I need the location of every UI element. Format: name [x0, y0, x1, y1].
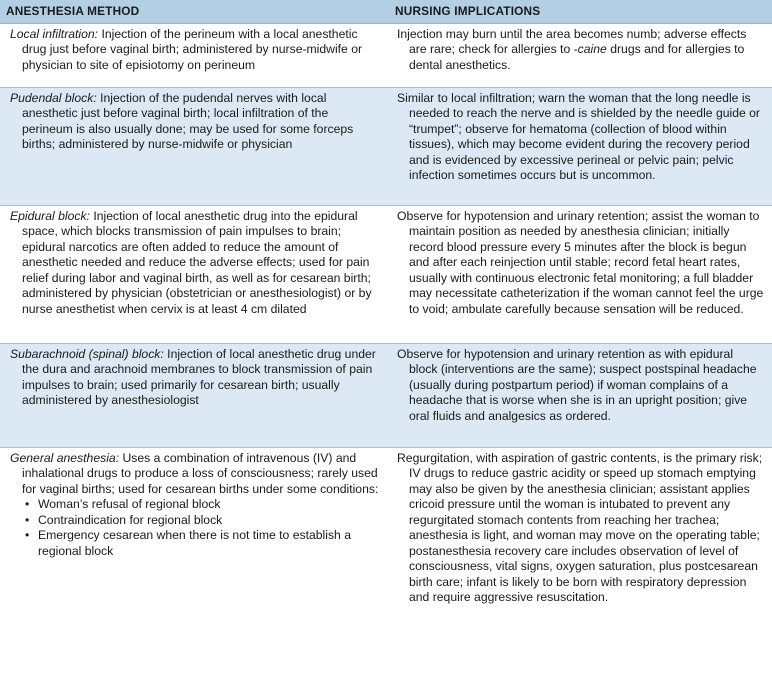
list-item [10, 528, 379, 559]
method-term: General anesthesia: [10, 450, 120, 465]
implications-text: Similar to local infiltration; warn the woman that the long needle is needed to reach the nerve and is shielded by the needle guide or “trumpet”; observe for hematoma (collection of blood within tissues), which may become evident during the recovery period and is evidenced by excessive perineal or pelvic pain; pelvic infection sometimes occurs but is uncommon. [397, 90, 760, 182]
implications-text: Regurgitation, with aspiration of gastric contents, is the primary risk; IV drugs to reduce gastric acidity or speed up stomach emptying may also be given by the anesthesia clinician; assistant applies cricoid pressure until the woman is intubated to prevent any regurgitated stomach contents from reaching her trachea; anesthesia is light, and woman may move on the operating table; postanesthesia recovery care includes observation of level of consciousness, vital signs, oxygen saturation, plus postcesarean birth care; infant is likely to be born with respiratory depression and require aggressive resuscitation. [397, 450, 763, 604]
implications-cell [387, 87, 772, 205]
table-row [0, 205, 772, 343]
implications-cell [387, 447, 772, 660]
implications-text: Observe for hypotension and urinary retention; assist the woman to maintain position as needed by anesthesia clinician; initially record blood pressure every 5 minutes after the block is begun and after each reinjection until stable; record fetal heart rates, usually with continuous electronic fetal monitoring; a full bladder may necessitate catheterization if the woman cannot feel the urge to void; ambulate carefully because sensation will be reduced. [397, 208, 764, 316]
method-cell [0, 447, 387, 660]
header-nursing-implications: NURSING IMPLICATIONS [387, 0, 772, 23]
implications-text: drugs and for allergies to dental anesthetics. [409, 42, 745, 72]
table-row [0, 343, 772, 447]
bullet-icon: • [25, 512, 30, 527]
method-cell [0, 23, 387, 87]
table-row [0, 23, 772, 87]
list-item [10, 513, 379, 529]
implications-italic-text: caine [577, 42, 607, 56]
list-item [10, 497, 379, 513]
header-anesthesia-method: ANESTHESIA METHOD [0, 0, 387, 23]
method-description: Injection of the perineum with a local anesthetic drug just before vaginal birth; administered by nurse-midwife or physician to site of episiotomy on perineum [22, 26, 363, 72]
bullet-icon: • [25, 497, 30, 511]
method-cell [0, 87, 387, 205]
method-description: Uses a combination of intravenous (IV) and inhalational drugs to produce a loss of consciousness; rarely used for vaginal births; used for cesarean births under some conditions: [22, 450, 379, 496]
method-term: Epidural block: [10, 208, 90, 223]
condition-text: Emergency cesarean when there is not time to establish a regional block [38, 528, 351, 558]
method-description: Injection of local anesthetic drug under the dura and arachnoid membranes to block transmission of pain impulses to brain; used primarily for cesarean birth; usually administered by anesthesiologist [22, 346, 376, 407]
method-cell [0, 343, 387, 447]
table-row [0, 87, 772, 205]
method-term: Local infiltration: [10, 26, 99, 41]
method-description: Injection of the pudendal nerves with local anesthetic just before vaginal birth; local infiltration of the perineum is also usually done; may be used for some forceps births; administered by nurse-midwife or physician [22, 90, 354, 151]
implications-cell [387, 23, 772, 87]
method-term: Pudendal block: [10, 90, 97, 105]
method-cell [0, 205, 387, 343]
method-term: Subarachnoid (spinal) block: [10, 346, 164, 361]
method-description: Injection of local anesthetic drug into the epidural space, which blocks transmission of pain impulses to brain; epidural narcotics are often added to reduce the amount of anesthetic needed and reduce the adverse effects; used for pain relief during labor and vaginal birth, as well as for cesarean birth; administered by physician (obstetrician or anesthesiologist) or by nurse anesthetist when cervix is at least 4 cm dilated [22, 208, 372, 316]
implications-text: Injection may burn until the area becomes numb; adverse effects are rare; check for allergies to - [397, 26, 747, 56]
implications-text: Observe for hypotension and urinary retention as with epidural block (interventions are the same); suspect postspinal headache (usually during postpartum period) if woman complains of a headache that is worse when she is in an upright position; give oral fluids and analgesics as ordered. [397, 346, 757, 423]
conditions-list [10, 497, 379, 559]
table-row [0, 447, 772, 660]
header-row [0, 0, 772, 23]
condition-text: Contraindication for regional block [38, 512, 223, 527]
condition-text: Woman’s refusal of regional block [38, 497, 221, 511]
implications-cell [387, 343, 772, 447]
bullet-icon: • [25, 528, 30, 542]
implications-cell [387, 205, 772, 343]
